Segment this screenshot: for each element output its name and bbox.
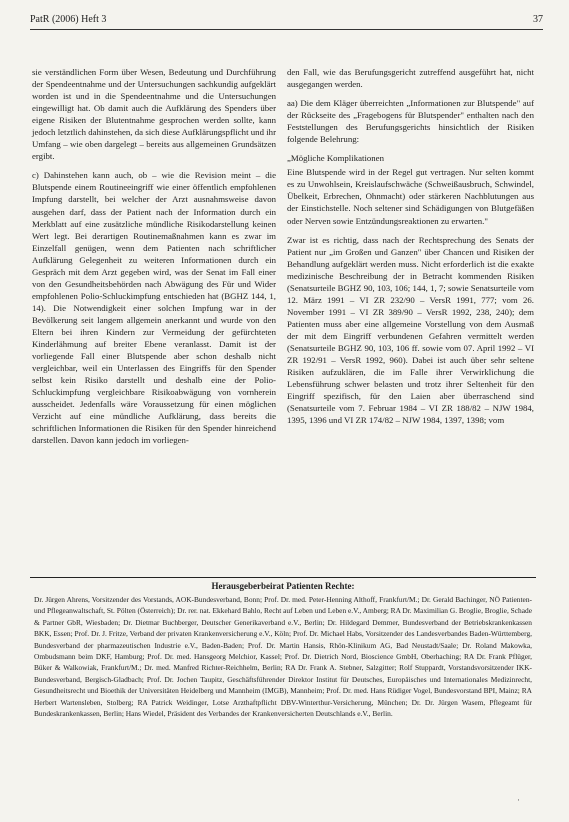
left-column [32, 66, 276, 453]
quote-title: „Mögliche Komplikationen [287, 153, 384, 164]
quote-body: Eine Blutspende wird in der Regel gut vertragen. Nur selten kommt es zu Unwohlsein, Kreislaufschwäche (Schweißausbruch, Schwindel, Übelkeit, Erbrechen, Ohnmacht) oder stärkeren Nachblutungen aus der Einstichstelle. Noch seltener sind Schädigungen von Blutgefäßen oder Nerven sowie Entzündungsreaktionen zu erwarten." [287, 167, 534, 226]
paragraph-intro: sie verständlichen Form über Wesen, Bedeutung und Durchführung der Spendeentnahme und der Untersuchungen sachkundig aufgeklärt worden ist und in die Spendeentnahme und die Untersuchungen eingewilligt hat. Ob damit auch die Aufklärung des Spenders über eigene Risiken der Blutentnahme gesprochen werden sollte, kann jedoch letztlich dahinstehen, da sich diese Aufklärungspflicht und ihr Umfang – wie oben dargelegt – bereits aus allgemeinen Grundsätzen ergibt. [32, 67, 276, 162]
editorial-board-title: Herausgeberbeirat Patienten Rechte: [211, 581, 355, 591]
editorial-board-box [30, 577, 536, 819]
paragraph-aa: aa) Die dem Kläger überreichten „Informationen zur Blutspende" auf der Rückseite des „Fragebogens für Blutspender" enthalten nach den Feststellungen des Berufungsgerichts hinsichtlich der Risiken folgende Belehrung: [287, 98, 534, 145]
right-column [287, 66, 534, 433]
header-rule [30, 29, 543, 30]
running-head [30, 14, 543, 28]
page-number: 37 [533, 14, 543, 25]
paragraph-main: Zwar ist es richtig, dass nach der Rechtsprechung des Senats der Patient nur „im Großen und Ganzen" über Chancen und Risiken der Behandlung aufgeklärt werden muss. Nicht erforderlich ist die exakte medizinische Beschreibung der in Betracht kommenden Risiken (Senatsurteile BGHZ 90, 103, 106; 144, 1, 7; sowie Senatsurteile vom 12. März 1991 – VI ZR 232/90 – VersR 1991, 777; vom 26. November 1991 – VI ZR 389/90 – VersR 1992, 238, 240); dem Patienten muss aber eine allgemeine Vorstellung von dem Ausmaß der mit dem Eingriff verbundenen Gefahren vermittelt werden (Senatsurteile BGHZ 90, 103, 106 ff. sowie vom 07. April 1992 – VI ZR 192/91 – VersR 1992, 960). Dabei ist auch über sehr seltene Risiken aufzuklären, die im Falle ihrer Verwirklichung die Lebensführung schwer belasten und trotz ihrer Seltenheit für den Eingriff spezifisch, für den Laien aber überraschend sind (Senatsurteile vom 7. Februar 1984 – VI ZR 188/82 – NJW 1984, 1395, 1396 und VI ZR 174/82 – NJW 1984, 1397, 1398; vom [287, 234, 534, 426]
paragraph-continuation: den Fall, wie das Berufungsgericht zutreffend ausgeführt hat, nicht ausgegangen werden. [287, 67, 534, 90]
paragraph-c: c) Dahinstehen kann auch, ob – wie die Revision meint – die Blutspende einem Routineeingriff wie einer öffentlich empfohlenen Impfung darstellt, bei welcher der Arzt ausnahmsweise davon ausgehen darf, dass der Patient nach der Information durch ein Merkblatt auf eine zusätzliche mündliche Risikodarstellung keinen Wert legt. Bei derartigen Routinemaßnahmen kann es zwar im Einzelfall genügen, wenn dem Patienten nach schriftlicher Aufklärung Gelegenheit zu weiteren Informationen durch ein Gespräch mit dem Arzt gegeben wird, was der Senat im Fall einer von den Gesundheitsbehörden nach Abwägung des Für und Wider empfohlenen Polio-Schluckimpfung entschieden hat (BGHZ 144, 1, 14). Die Notwendigkeit einer solchen Impfung war in der Bevölkerung seit langem allgemein anerkannt und wurde von den Eltern bei ihren Kindern zur Vermeidung der gefürchteten Kinderlähmung auf breiter Ebene veranlasst. Damit ist der vorliegende Fall einer Blutspende aber schon deshalb nicht vergleichbar, weil ein Unterlassen des Eingriffs für den Spender selbst kein Risiko darstellt und deshalb eine der Polio-Schluckimpfung vergleichbare Risikoabwägung von vornherein ausscheidet. Jedenfalls wäre Voraussetzung für einen möglichen Verzicht auf eine mündliche Aufklärung, dass bereits die schriftlichen Informationen die Risiken für den Spender hinreichend darstellen. Davon kann jedoch im vorliegen- [32, 170, 276, 446]
journal-issue: PatR (2006) Heft 3 [30, 14, 107, 25]
editorial-board-list: Dr. Jürgen Ahrens, Vorsitzender des Vorstands, AOK-Bundesverband, Bonn; Prof. Dr. med. Peter-Henning Althoff, Frankfurt/M.; Dr. Gerald Bachinger, NÖ Patienten- und Pflegeanwaltschaft, St. Pölten (Österreich); Dr. rer. nat. Ekkehard Bahlo, Recht auf Leben und Leben e.V., Amberg; RA Dr. Maximilian G. Broglie, Broglie, Schade & Partner GbR, Wiesbaden; Dr. Dietmar Buchberger, Deutscher Generikaverband e.V., Berlin; Dr. Hildegard Demmer, Bundesverband der Betriebskrankenkassen BKK, Essen; Prof. Dr. J. Fritze, Verband der privaten Krankenversicherung e.V., Köln; Prof. Dr. Michael Habs, Vorsitzender des Landesverbandes Baden-Württemberg, Bundesverband der pharmazeutischen Industrie e.V., Baden-Baden; Prof. Dr. Martin Hansis, Rhön-Klinikum AG, Bad Neustadt/Saale; Dr. Roland Makowka, Ombudsmann beim DKF, Hamburg; Prof. Dr. med. Hansgeorg Melchior, Kassel; Prof. Dr. Dietrich Nord, Bioscience GmbH, Oberhaching; RA Dr. Frank Pflüger, Büker & Walkowiak, Frankfurt/M.; Dr. med. Manfred Richter-Reichhelm, Berlin; RA Dr. Frank A. Stebner, Salzgitter; Rolf Stuppardt, Vorstandsvorsitzender IKK-Bundesverband, Bergisch-Gladbach; Prof. Dr. Jochen Taupitz, Geschäftsführender Direktor Institut für Deutsches, Europäisches und Internationales Medizinrecht, Gesundheitsrecht und Bioethik der Universitäten Heidelberg und Mannheim (IMGB), Mannheim; Prof. Dr. med. Hans Rüdiger Vogel, Bundesvorstand BPI, Mainz; RA Herbert Wartensleben, Stolberg; RA Patrick Weidinger, Lotse Arzthaftpflicht DBV-Winterthur-Versicherung, München; Dr. Dr. Jürgen Wasem, Pflegeamt für Bundeskrankenkassen, Berlin; Hans Wiedel, Präsident des Verbandes der Krankenversicherten Deutschlands e.V., Berlin. [34, 595, 532, 719]
scan-speck: · [517, 795, 520, 805]
